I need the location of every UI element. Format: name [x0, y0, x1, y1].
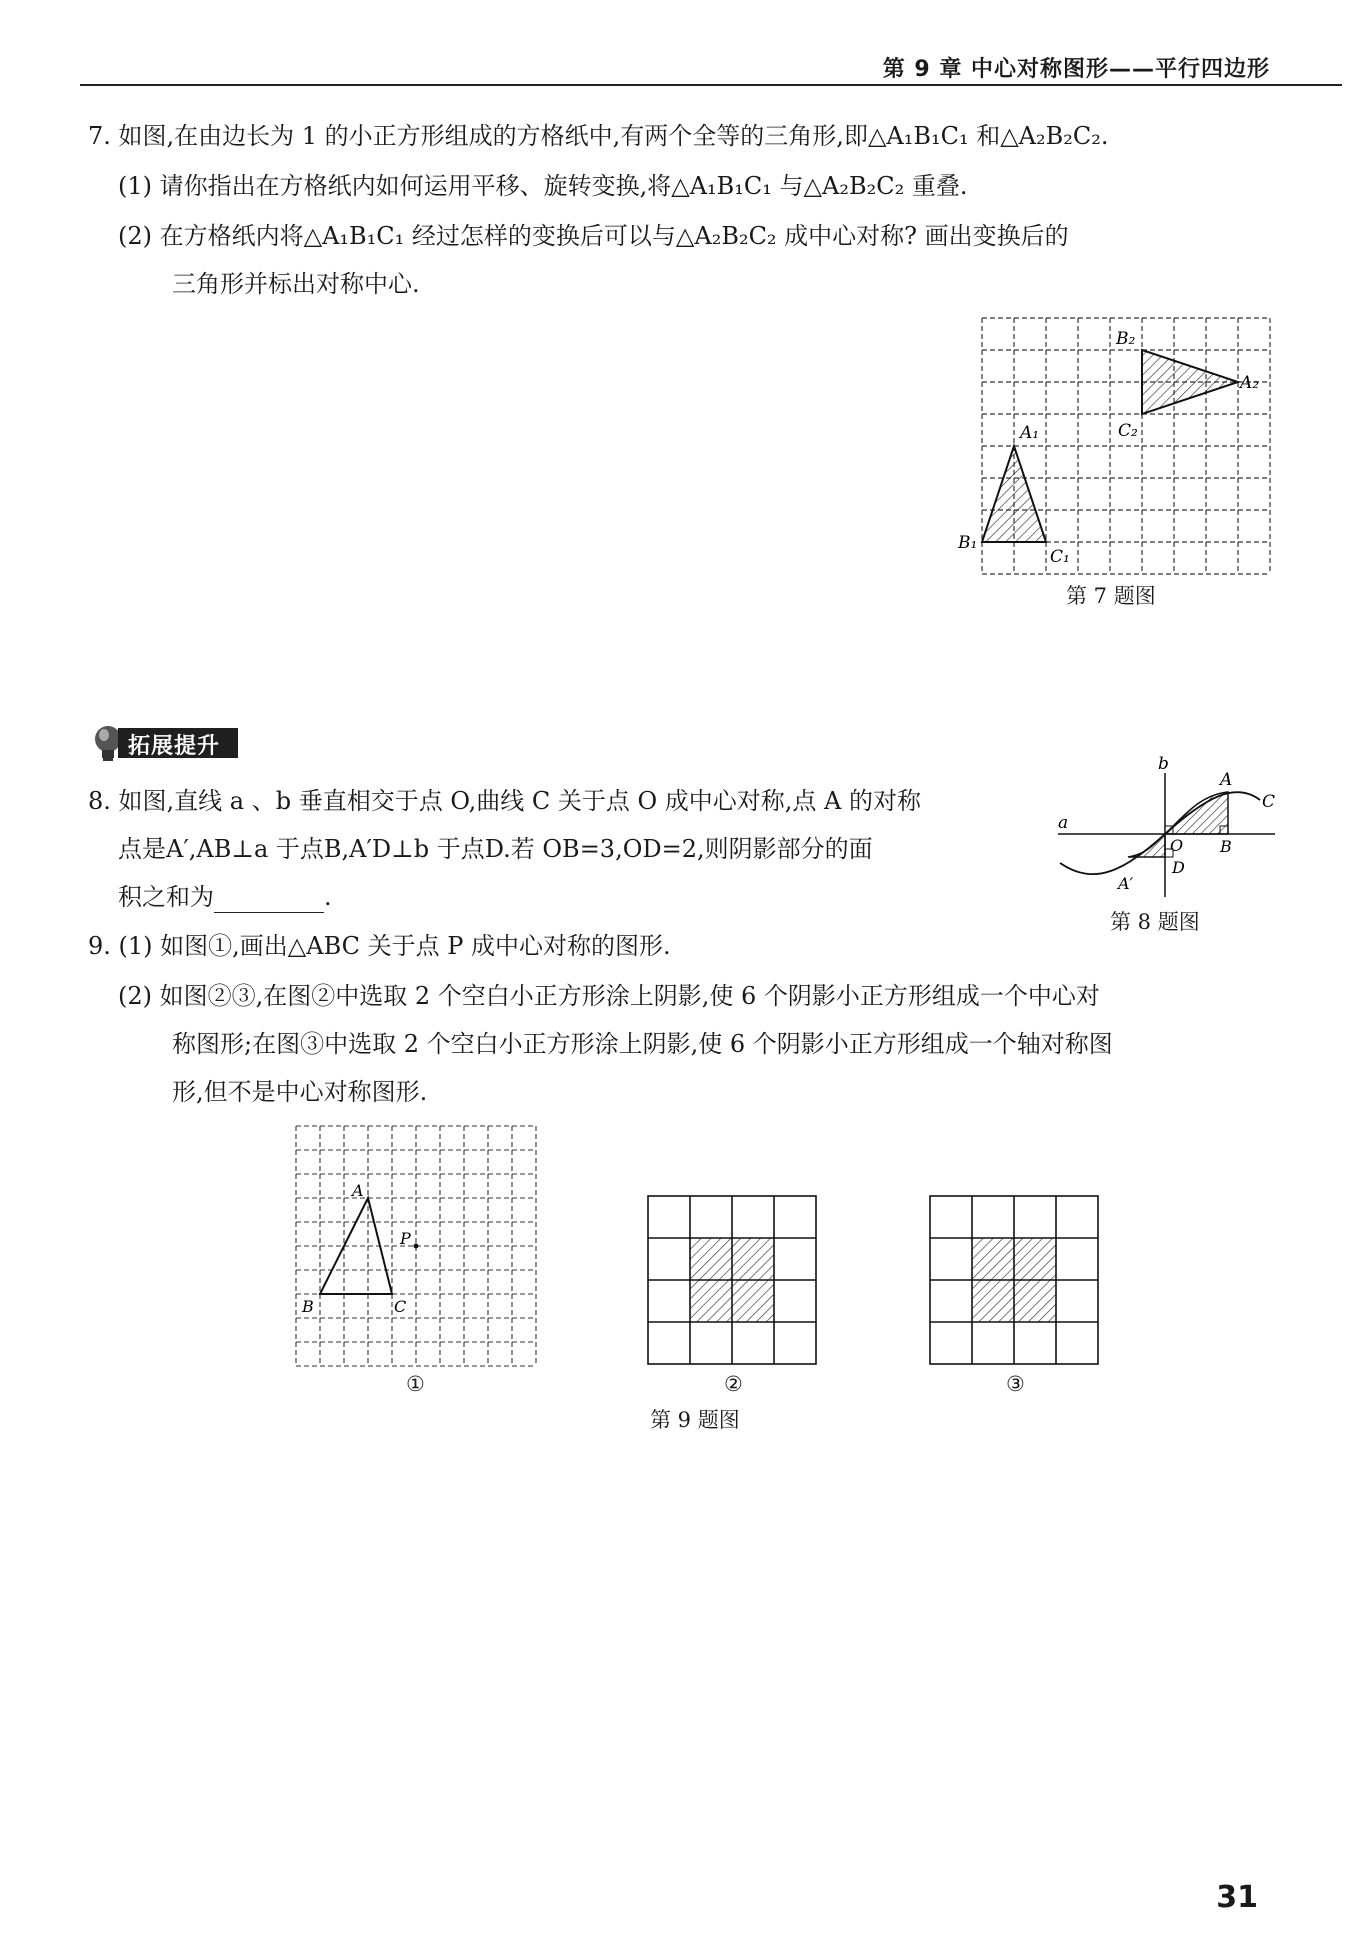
section-badge [90, 724, 250, 760]
label-point-o: O [1170, 836, 1184, 855]
q8-line3-end: . [324, 883, 332, 911]
page-number: 31 [1216, 1880, 1258, 1915]
chapter-header: 第 9 章 中心对称图形——平行四边形 [882, 57, 1270, 82]
q8-line3-text: 积之和为 [118, 883, 214, 911]
label-a1: A₁ [1020, 423, 1040, 443]
label-b2: B₂ [1116, 329, 1136, 349]
label-b1: B₁ [958, 533, 978, 553]
label-c2: C₂ [1118, 421, 1138, 441]
q7-part2-line1: (2) 在方格纸内将△A₁B₁C₁ 经过怎样的变换后可以与△A₂B₂C₂ 成中心对称? 画出变换后的 [118, 222, 1069, 250]
label-point-d: D [1172, 858, 1185, 877]
shaded-square [972, 1238, 1014, 1280]
label-a-axis: a [1058, 813, 1069, 833]
label-curve-c: C [1262, 792, 1276, 812]
label-point-a: A [1220, 770, 1233, 790]
q7-stem: 7. 如图,在由边长为 1 的小正方形组成的方格纸中,有两个全等的三角形,即△A₁B₁C₁ 和△A₂B₂C₂. [88, 122, 1109, 150]
q9-part2-line2: 称图形;在图③中选取 2 个空白小正方形涂上阴影,使 6 个阴影小正方形组成一个轴对称图 [172, 1030, 1113, 1058]
q9-part1: 9. (1) 如图①,画出△ABC 关于点 P 成中心对称的图形. [88, 932, 671, 960]
triangle-a1b1c1 [982, 446, 1046, 542]
q7-part1: (1) 请你指出在方格纸内如何运用平移、旋转变换,将△A₁B₁C₁ 与△A₂B₂C₂ 重叠. [118, 172, 968, 200]
q9-subcaption-1: ① [406, 1372, 425, 1396]
label-point-a-prime: A′ [1118, 874, 1134, 893]
label-9-c: C [394, 1297, 407, 1316]
q8-answer-blank[interactable] [214, 886, 324, 913]
q7-figure-caption: 第 7 题图 [1066, 584, 1156, 608]
shaded-square [732, 1280, 774, 1322]
q9-part2-line1: (2) 如图②③,在图②中选取 2 个空白小正方形涂上阴影,使 6 个阴影小正方形组成一个中心对 [118, 982, 1100, 1010]
header-divider [80, 84, 1342, 86]
shaded-square [732, 1238, 774, 1280]
q9-figure-2 [646, 1194, 820, 1368]
q9-figure-1 [290, 1120, 540, 1370]
shaded-square [690, 1280, 732, 1322]
q9-figure-caption: 第 9 题图 [650, 1408, 740, 1432]
label-point-b: B [1220, 837, 1232, 856]
label-a2: A₂ [1240, 373, 1260, 393]
q9-part2-line3: 形,但不是中心对称图形. [172, 1078, 428, 1106]
shaded-square [972, 1280, 1014, 1322]
label-b-axis: b [1158, 755, 1169, 774]
q9-subcaption-2: ② [724, 1372, 743, 1396]
q8-line3 [118, 881, 332, 913]
label-9-p: P [400, 1229, 411, 1248]
triangle-a2b2c2 [1142, 350, 1238, 414]
label-9-a: A [352, 1181, 364, 1200]
q8-line2: 点是A′,AB⊥a 于点B,A′D⊥b 于点D.若 OB=3,OD=2,则阴影部分的面 [118, 835, 873, 863]
q8-figure-caption: 第 8 题图 [1110, 910, 1200, 934]
q7-figure [940, 310, 1280, 585]
q7-part2-line2: 三角形并标出对称中心. [172, 270, 420, 298]
q8-line1: 8. 如图,直线 a 、b 垂直相交于点 O,曲线 C 关于点 O 成中心对称,点 A 的对称 [88, 787, 922, 815]
q9-subcaption-3: ③ [1006, 1372, 1025, 1396]
label-9-b: B [302, 1297, 314, 1316]
point-p [414, 1244, 419, 1249]
label-c1: C₁ [1050, 547, 1070, 567]
q8-figure [1050, 755, 1290, 905]
shaded-square [690, 1238, 732, 1280]
section-title: 拓展提升 [128, 734, 221, 759]
shaded-square [1014, 1238, 1056, 1280]
shaded-square [1014, 1280, 1056, 1322]
q9-figure-3 [928, 1194, 1102, 1368]
